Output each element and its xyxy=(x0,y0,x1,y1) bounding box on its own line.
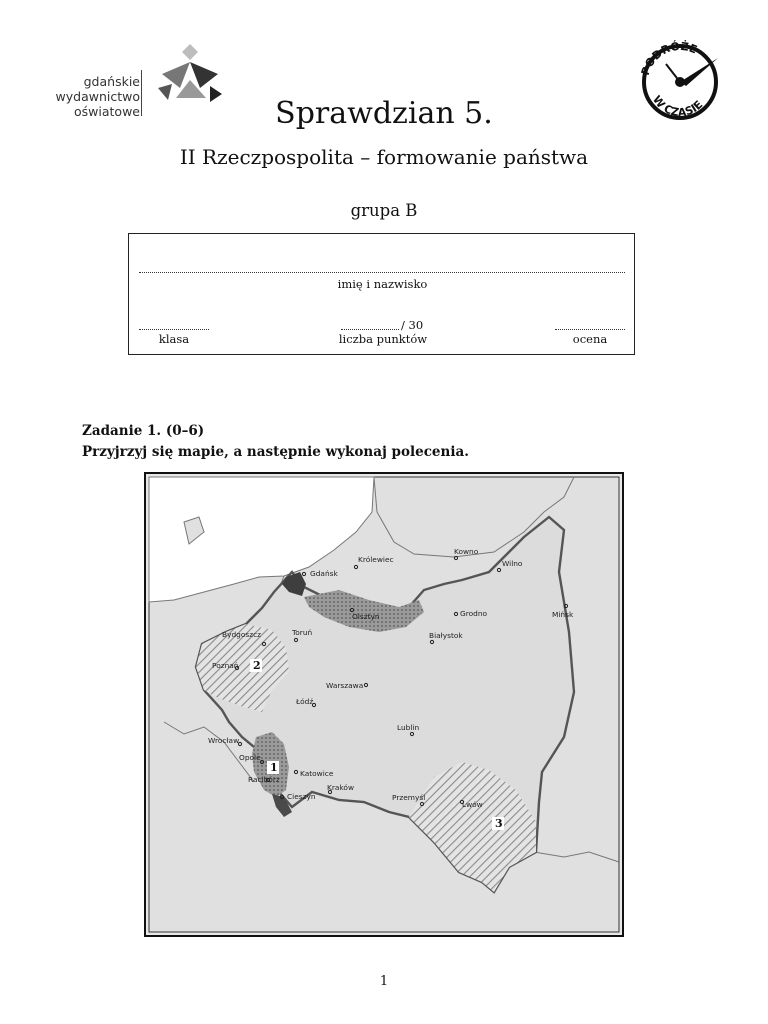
points-label: liczba punktów xyxy=(338,332,428,346)
task-instruction: Przyjrzyj się mapie, a następnie wykonaj polecenia. xyxy=(82,444,469,460)
city-label: Lublin xyxy=(397,723,420,732)
city-label: Gdańsk xyxy=(310,569,338,578)
points-field[interactable] xyxy=(341,329,399,330)
name-field[interactable] xyxy=(139,272,625,273)
publisher-line: oświatowe xyxy=(74,104,140,119)
class-field[interactable] xyxy=(139,329,209,330)
test-subtitle: II Rzeczpospolita – formowanie państwa xyxy=(179,145,589,169)
city-label: Grodno xyxy=(460,609,488,618)
name-label: imię i nazwisko xyxy=(337,277,428,291)
city-label: Białystok xyxy=(429,631,463,640)
city-label: Przemyśl xyxy=(392,793,426,802)
city-label: Mińsk xyxy=(552,610,574,619)
publisher-line: wydawnictwo xyxy=(55,89,140,104)
region-label-3: 3 xyxy=(495,817,503,830)
city-label: Kowno xyxy=(454,547,479,556)
city-label: Racibórz xyxy=(248,775,280,784)
city-label: Kraków xyxy=(327,783,354,792)
stamp-top-text: PODRÓŻE xyxy=(638,40,699,77)
class-label: klasa xyxy=(158,332,190,346)
city-label: Warszawa xyxy=(326,681,364,690)
page-number: 1 xyxy=(379,974,389,989)
region-label-1: 1 xyxy=(270,761,278,774)
student-info-box xyxy=(128,233,635,355)
publisher-line: gdańskie xyxy=(83,74,140,89)
points-suffix: / 30 xyxy=(401,318,424,332)
test-group: grupa B xyxy=(350,201,418,220)
city-label: Lwów xyxy=(462,800,483,809)
city-label: Łódź xyxy=(296,697,314,706)
city-label: Katowice xyxy=(300,769,334,778)
task-title: Zadanie 1. (0–6) xyxy=(82,423,205,439)
city-label: Opole xyxy=(239,753,261,762)
region-label-2: 2 xyxy=(253,659,261,672)
city-label: Toruń xyxy=(292,628,313,637)
grade-label: ocena xyxy=(572,332,608,346)
city-label: Bydgoszcz xyxy=(222,630,262,639)
city-label: Wrocław xyxy=(208,736,240,745)
test-title: Sprawdzian 5. xyxy=(275,96,493,131)
city-label: Wilno xyxy=(502,559,523,568)
historical-map xyxy=(144,472,624,937)
city-label: Królewiec xyxy=(358,555,394,564)
city-label: Cieszyn xyxy=(287,792,316,801)
city-label: Olsztyn xyxy=(352,612,380,621)
city-label: Poznań xyxy=(212,661,239,670)
grade-field[interactable] xyxy=(555,329,625,330)
stamp-bottom-text: W CZASIE xyxy=(649,93,706,120)
